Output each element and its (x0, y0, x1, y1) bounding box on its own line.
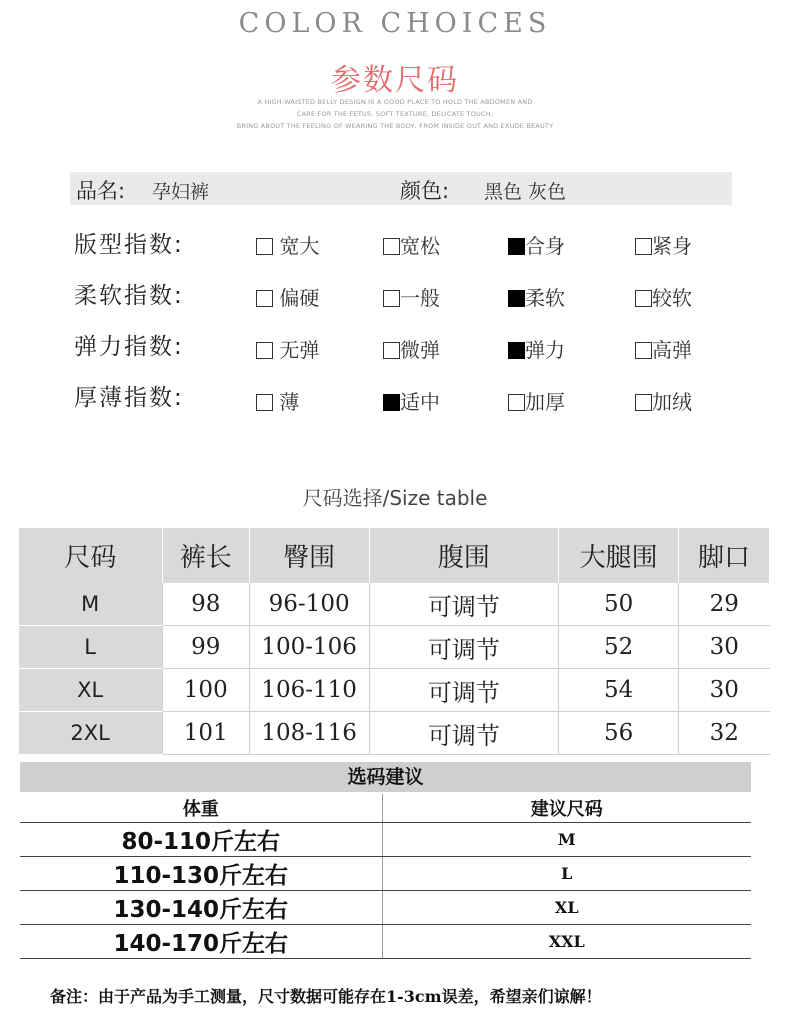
size-cell: 2XL (19, 712, 163, 755)
table-row (20, 925, 751, 959)
table-cell: 50 (559, 583, 679, 626)
option[interactable] (508, 282, 565, 311)
size-table-title: 尺码选择/Size table (302, 486, 488, 510)
table-cell: 96-100 (249, 583, 369, 626)
table-row (19, 626, 770, 669)
table-row (19, 712, 770, 755)
option-label: 紧身 (652, 234, 692, 258)
size-table (18, 528, 770, 755)
table-cell: 可调节 (369, 669, 559, 712)
table-cell: 可调节 (369, 626, 559, 669)
checkbox[interactable] (256, 238, 273, 255)
header-cell: 体重 (20, 794, 382, 823)
option[interactable] (635, 282, 692, 311)
color-value: 黑色 灰色 (484, 181, 567, 203)
table-cell: 54 (559, 669, 679, 712)
size-cell: XL (382, 891, 751, 925)
checkbox[interactable] (508, 394, 525, 411)
size-cell: XXL (382, 925, 751, 959)
option-label: 宽大 (279, 234, 320, 258)
weight-cell: 140-170斤左右 (20, 925, 382, 959)
table-cell: 29 (679, 583, 770, 626)
option[interactable] (256, 230, 319, 259)
size-cell: M (19, 583, 163, 626)
table-row (20, 823, 751, 857)
checkbox[interactable] (635, 342, 652, 359)
option-label: 较软 (652, 286, 692, 310)
table-row (19, 583, 770, 626)
option[interactable] (635, 386, 692, 415)
header-cell: 大腿围 (559, 528, 679, 583)
index-label: 版型指数: (74, 232, 184, 258)
checkbox[interactable] (256, 290, 273, 307)
option[interactable] (383, 334, 440, 363)
option[interactable] (383, 386, 440, 415)
option-label: 偏硬 (279, 286, 320, 310)
index-label: 厚薄指数: (74, 385, 184, 411)
option-label: 一般 (400, 286, 440, 310)
header-cell: 脚口 (679, 528, 770, 583)
table-row (20, 891, 751, 925)
table-cell: 可调节 (369, 712, 559, 755)
option[interactable] (635, 334, 692, 363)
table-cell: 30 (679, 626, 770, 669)
product-info-bar (70, 172, 732, 205)
size-table-header (19, 528, 770, 583)
table-cell: 30 (679, 669, 770, 712)
option[interactable] (383, 282, 440, 311)
header-cell: 建议尺码 (382, 794, 751, 823)
table-cell: 32 (679, 712, 770, 755)
option-label: 合身 (525, 234, 565, 258)
table-cell: 56 (559, 712, 679, 755)
option-label: 加厚 (525, 390, 565, 414)
header-cell: 腹围 (369, 528, 559, 583)
index-label: 弹力指数: (74, 334, 184, 360)
checkbox[interactable] (383, 342, 400, 359)
option[interactable] (508, 334, 565, 363)
table-cell: 100 (162, 669, 249, 712)
tagline-line: A HIGH-WAISTED BELLY DESIGN IS A GOOD PLACE TO HOLD THE ABDOMEN AND (257, 98, 533, 106)
checkbox[interactable] (508, 290, 525, 307)
checkbox[interactable] (635, 238, 652, 255)
option-label: 宽松 (400, 234, 440, 258)
option[interactable] (508, 230, 565, 259)
option-label: 加绒 (652, 390, 692, 414)
table-cell: 106-110 (249, 669, 369, 712)
product-name-value: 孕妇裤 (152, 181, 210, 203)
header-cell: 臀围 (249, 528, 369, 583)
size-cell: L (19, 626, 163, 669)
recommend-header (20, 794, 751, 823)
option[interactable] (256, 282, 319, 311)
table-cell: 98 (162, 583, 249, 626)
option-label: 高弹 (652, 338, 692, 362)
weight-cell: 80-110斤左右 (20, 823, 382, 857)
footer-note: 备注：由于产品为手工测量，尺寸数据可能存在1-3cm误差，希望亲们谅解！ (50, 987, 602, 1006)
tagline-line: CARE FOR THE FETUS, SOFT TEXTURE, DELICATE TOUCH, (296, 110, 494, 118)
index-label: 柔软指数: (74, 283, 184, 309)
table-row (20, 857, 751, 891)
header-cell: 尺码 (19, 528, 163, 583)
checkbox[interactable] (383, 394, 400, 411)
title-en: COLOR CHOICES (238, 8, 552, 39)
checkbox[interactable] (635, 394, 652, 411)
checkbox[interactable] (383, 238, 400, 255)
table-cell: 52 (559, 626, 679, 669)
recommend-title: 选码建议 (20, 762, 751, 792)
option-label: 弹力 (525, 338, 565, 362)
checkbox[interactable] (383, 290, 400, 307)
table-cell: 100-106 (249, 626, 369, 669)
table-row (19, 669, 770, 712)
table-cell: 可调节 (369, 583, 559, 626)
option-label: 微弹 (400, 338, 440, 362)
option-label: 无弹 (279, 338, 320, 362)
option[interactable] (508, 386, 565, 415)
weight-cell: 110-130斤左右 (20, 857, 382, 891)
product-name-label: 品名: (76, 179, 126, 203)
title-cn: 参数尺码 (331, 63, 459, 98)
option-label: 薄 (279, 390, 300, 414)
option-label: 适中 (400, 390, 440, 414)
checkbox[interactable] (508, 238, 525, 255)
option[interactable] (635, 230, 692, 259)
color-label: 颜色: (400, 179, 450, 203)
option-label: 柔软 (525, 286, 565, 310)
option[interactable] (383, 230, 440, 259)
size-cell: XL (19, 669, 163, 712)
tagline-line: BRING ABOUT THE FEELING OF WEARING THE BODY, FROM INSIDE OUT AND EXUDE BEAUTY (236, 122, 554, 130)
option[interactable] (256, 334, 319, 363)
size-cell: L (382, 857, 751, 891)
checkbox[interactable] (508, 342, 525, 359)
weight-cell: 130-140斤左右 (20, 891, 382, 925)
table-cell: 101 (162, 712, 249, 755)
table-cell: 99 (162, 626, 249, 669)
table-cell: 108-116 (249, 712, 369, 755)
checkbox[interactable] (635, 290, 652, 307)
recommend-table (20, 794, 751, 959)
option[interactable] (256, 386, 299, 415)
size-cell: M (382, 823, 751, 857)
checkbox[interactable] (256, 394, 273, 411)
header-cell: 裤长 (162, 528, 249, 583)
checkbox[interactable] (256, 342, 273, 359)
